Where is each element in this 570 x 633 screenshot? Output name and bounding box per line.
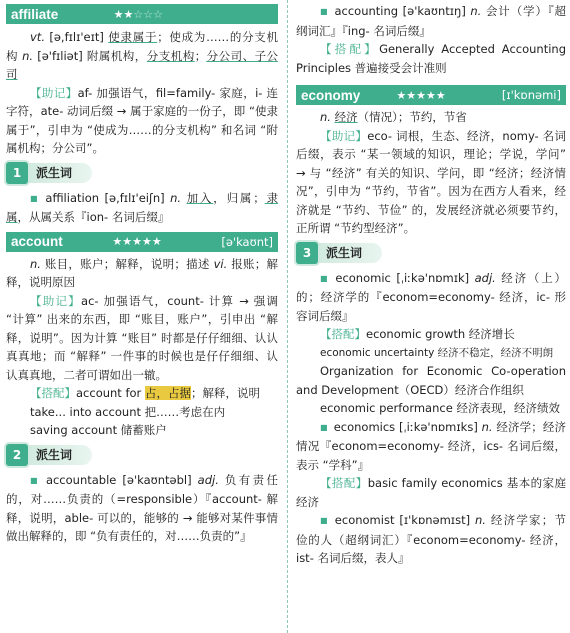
derivative-entry: ■ accountable [ə'kaʊntəbl] adj. 负有责任的，对……负责的（=responsible）『account- 解释，说明，able- 可以的，能够的 → 能够对某件事情做出解释的，即 “负有责任的，对……负责的”』 [6, 472, 279, 543]
headword: economy [301, 87, 361, 103]
phonetic: [ə'kaʊnt] [221, 234, 273, 249]
bullet-icon: ■ [320, 422, 328, 432]
headword: affiliate [11, 6, 59, 22]
column-divider [287, 0, 288, 633]
collocation: economic uncertainty 经济不稳定，经济不明朗 [320, 346, 554, 359]
collocation: 【搭配】Generally Accepted Accounting Principles 普遍接受会计准则 [296, 42, 567, 75]
entry-header-account [6, 232, 278, 252]
memo: 【助记】eco- 词根，生态、经济，nomy- 名词后缀，表示 “某一领域的知识，理论；学说，学问” → 与 “经济” 有关的知识、学问，即 “经济；经济情况”，引申为 “节约，节省”。因为在西方人看来，经济就是 “节约、节俭” 的，发展经济就必须要节约，正所谓 “节约型经济”。 [296, 128, 566, 235]
collocation: 【搭配】basic family economics 基本的家庭经济 [296, 476, 566, 509]
derivative-banner [6, 443, 92, 467]
section-number: 2 [6, 444, 28, 466]
phonetic: [ɪ'kɒnəmi] [501, 88, 561, 102]
collocation: take... into account 把……考虑在内 [30, 404, 226, 419]
derivative-banner [296, 241, 382, 265]
stars-filled: ★★ [113, 7, 134, 21]
collocation: Organization for Economic Co-operation and Development（OECD）经济合作组织 [296, 364, 566, 397]
bullet-icon: ■ [320, 273, 330, 283]
bullet-icon: ■ [30, 475, 40, 485]
entry-header-affiliate [6, 4, 278, 24]
right-column [296, 0, 566, 568]
section-number: 1 [6, 162, 28, 184]
definition: n. 经济（情况）；节约，节省 [320, 110, 467, 124]
bullet-icon: ■ [320, 516, 329, 525]
collocation: economic performance 经济表现，经济绩效 [320, 401, 560, 415]
derivative-entry: ■ affiliation [ə,fɪlɪ'eiʃn] n. 加入，归属；隶属，从属关系『ion- 名词后缀』 [6, 190, 279, 224]
derivative-entry: ■ accounting [ə'kaʊntɪŋ] n. 会计（学）『超纲词汇』『ing- 名词后缀』 [296, 4, 567, 38]
memo: 【助记】ac- 加强语气，count- 计算 → 强调 “计算” 出来的东西，即 “账目，账户”，引申出 “解释，说明”。因为计算 “账目” 时都是仔仔细细、认认真真地；而 “解释” 一件事的时候也是仔仔细细、认认真真地，二者可谓如出一辙。 [6, 293, 278, 382]
entry-header-economy [296, 85, 566, 105]
collocation: 【搭配】economic growth 经济增长 [320, 327, 515, 341]
section-label: 派生词 [22, 445, 92, 465]
memo: 【助记】af- 加强语气，fil=family- 家庭，i- 连字符，ate- 动词后缀 → 属于家庭的一份子，即 “使隶属于”，引申为 “使成为……的分支机构” 和名词 “附属机构；分公司”。 [6, 85, 279, 155]
stars-empty: ☆☆☆ [133, 7, 163, 21]
derivative-banner [6, 161, 92, 185]
definition: vt. [ə,fɪlɪ'eɪt] 使隶属于；使成为……的分支机构 n. [ə'fɪliət] 附属机构，分支机构；分公司、子公司 [6, 30, 279, 81]
section-label: 派生词 [22, 163, 92, 183]
headword: account [11, 234, 63, 249]
derivative-entry: ■ economic [ˌiːkə'nɒmɪk] adj. 经济（上）的；经济学的『econom=economy- 经济，ic- 形容词后缀』 [296, 270, 567, 323]
collocation: saving account 储蓄账户 [30, 423, 167, 437]
bullet-icon: ■ [320, 7, 329, 16]
star-rating [114, 8, 163, 21]
collocation: 【搭配】account for 占，占据；解释，说明 [30, 386, 260, 400]
derivative-entry: ■ economics [ˌiːkə'nɒmɪks] n. 经济学；经济情况『econom=economy- 经济，ics- 名词后缀，表示 “学科”』 [296, 419, 567, 472]
star-rating: ★★★★★ [112, 235, 162, 248]
derivative-entry: ■ economist [ɪ'kɒnəmɪst] n. 经济学家；节俭的人（超纲词汇）『econom=economy- 经济，ist- 名词后缀，表人』 [296, 513, 567, 565]
section-label: 派生词 [312, 243, 382, 263]
star-rating: ★★★★★ [396, 88, 446, 102]
left-column [6, 0, 278, 546]
definition: n. 账目，账户；解释，说明；描述 vi. 报账；解释，说明原因 [6, 256, 279, 289]
section-number: 3 [296, 242, 318, 264]
bullet-icon: ■ [30, 193, 40, 203]
